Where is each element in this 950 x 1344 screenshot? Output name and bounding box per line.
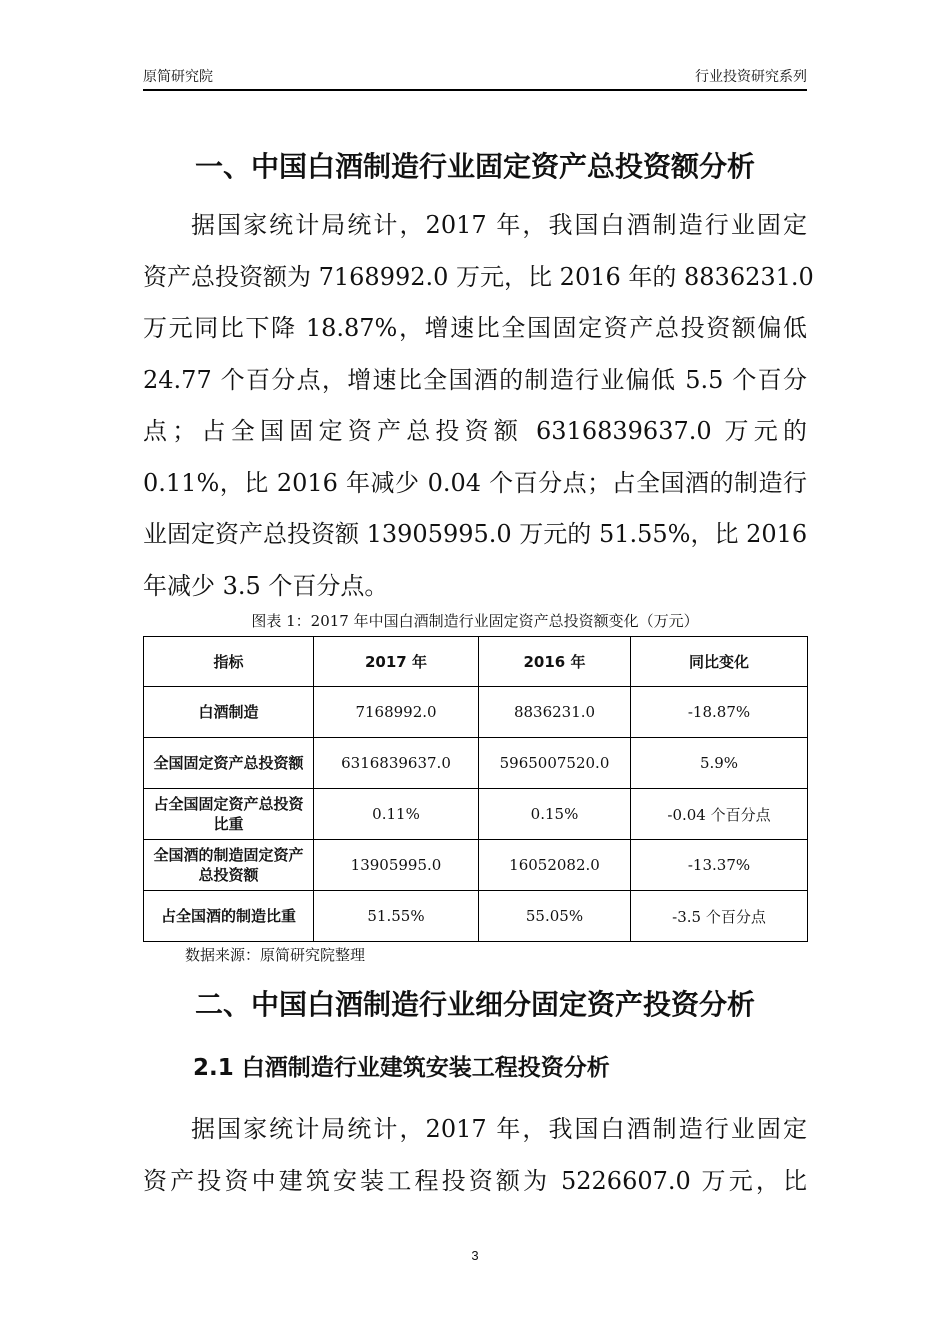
table-cell: -3.5 个百分点 — [631, 891, 808, 942]
table-cell: 51.55% — [314, 891, 479, 942]
paragraph-line: 0.11%，比 2016 年减少 0.04 个百分点；占全国酒的制造行 — [143, 468, 807, 497]
row-label: 白酒制造 — [144, 687, 314, 738]
section1-paragraph — [143, 200, 814, 612]
table-source-note: 数据来源：原简研究院整理 — [185, 946, 366, 964]
page-header — [143, 66, 807, 90]
table-row — [144, 789, 808, 840]
column-header: 2016 年 — [479, 637, 631, 687]
column-header: 指标 — [144, 637, 314, 687]
investment-table — [143, 636, 808, 942]
row-label: 占全国酒的制造比重 — [144, 891, 314, 942]
paragraph-line: 业固定资产总投资额 13905995.0 万元的 51.55%，比 2016 — [143, 520, 808, 548]
header-series-name: 行业投资研究系列 — [695, 68, 807, 84]
table-cell: 0.11% — [314, 789, 479, 840]
table-cell: 8836231.0 — [479, 687, 631, 738]
paragraph-line: 据国家统计局统计，2017 年，我国白酒制造行业固定 — [191, 1115, 807, 1143]
section2-paragraph — [143, 1104, 807, 1207]
row-label: 占全国固定资产总投资比重 — [144, 789, 314, 840]
page-number: 3 — [471, 1248, 479, 1263]
table-cell: 7168992.0 — [314, 687, 479, 738]
table-cell: 0.15% — [479, 789, 631, 840]
row-label: 全国固定资产总投资额 — [144, 738, 314, 789]
table-cell: 55.05% — [479, 891, 631, 942]
paragraph-line: 据国家统计局统计，2017 年，我国白酒制造行业固定 — [191, 211, 807, 239]
table-cell: 6316839637.0 — [314, 738, 479, 789]
row-label: 全国酒的制造固定资产总投资额 — [144, 840, 314, 891]
table-cell: -18.87% — [631, 687, 808, 738]
table-cell: 5965007520.0 — [479, 738, 631, 789]
table-row — [144, 891, 808, 942]
table-row — [144, 687, 808, 738]
paragraph-line: 24.77 个百分点，增速比全国酒的制造行业偏低 5.5 个百分 — [143, 365, 807, 394]
column-header: 2017 年 — [314, 637, 479, 687]
table-cell: -13.37% — [631, 840, 808, 891]
section1-title: 一、中国白酒制造行业固定资产总投资额分析 — [194, 150, 755, 183]
table-cell: -0.04 个百分点 — [631, 789, 808, 840]
table-header-row — [144, 637, 808, 687]
table-cell: 16052082.0 — [479, 840, 631, 891]
table-row — [144, 840, 808, 891]
table-caption: 图表 1：2017 年中国白酒制造行业固定资产总投资额变化（万元） — [251, 612, 699, 630]
table-cell: 13905995.0 — [314, 840, 479, 891]
paragraph-line: 年减少 3.5 个百分点。 — [143, 571, 389, 600]
section2-title: 二、中国白酒制造行业细分固定资产投资分析 — [194, 988, 755, 1021]
paragraph-line: 资产总投资额为 7168992.0 万元，比 2016 年的 8836231.0 — [143, 262, 814, 291]
header-org-name: 原简研究院 — [143, 68, 213, 84]
paragraph-line: 资产投资中建筑安装工程投资额为 5226607.0 万元，比 — [143, 1166, 807, 1195]
table-row — [144, 738, 808, 789]
header-divider — [143, 89, 807, 91]
table-cell: 5.9% — [631, 738, 808, 789]
paragraph-line: 点；占全国固定资产总投资额 6316839637.0 万元的 — [143, 417, 807, 445]
paragraph-line: 万元同比下降 18.87%，增速比全国固定资产总投资额偏低 — [143, 314, 807, 342]
subsection-title: 2.1 白酒制造行业建筑安装工程投资分析 — [193, 1055, 610, 1081]
column-header: 同比变化 — [631, 637, 808, 687]
